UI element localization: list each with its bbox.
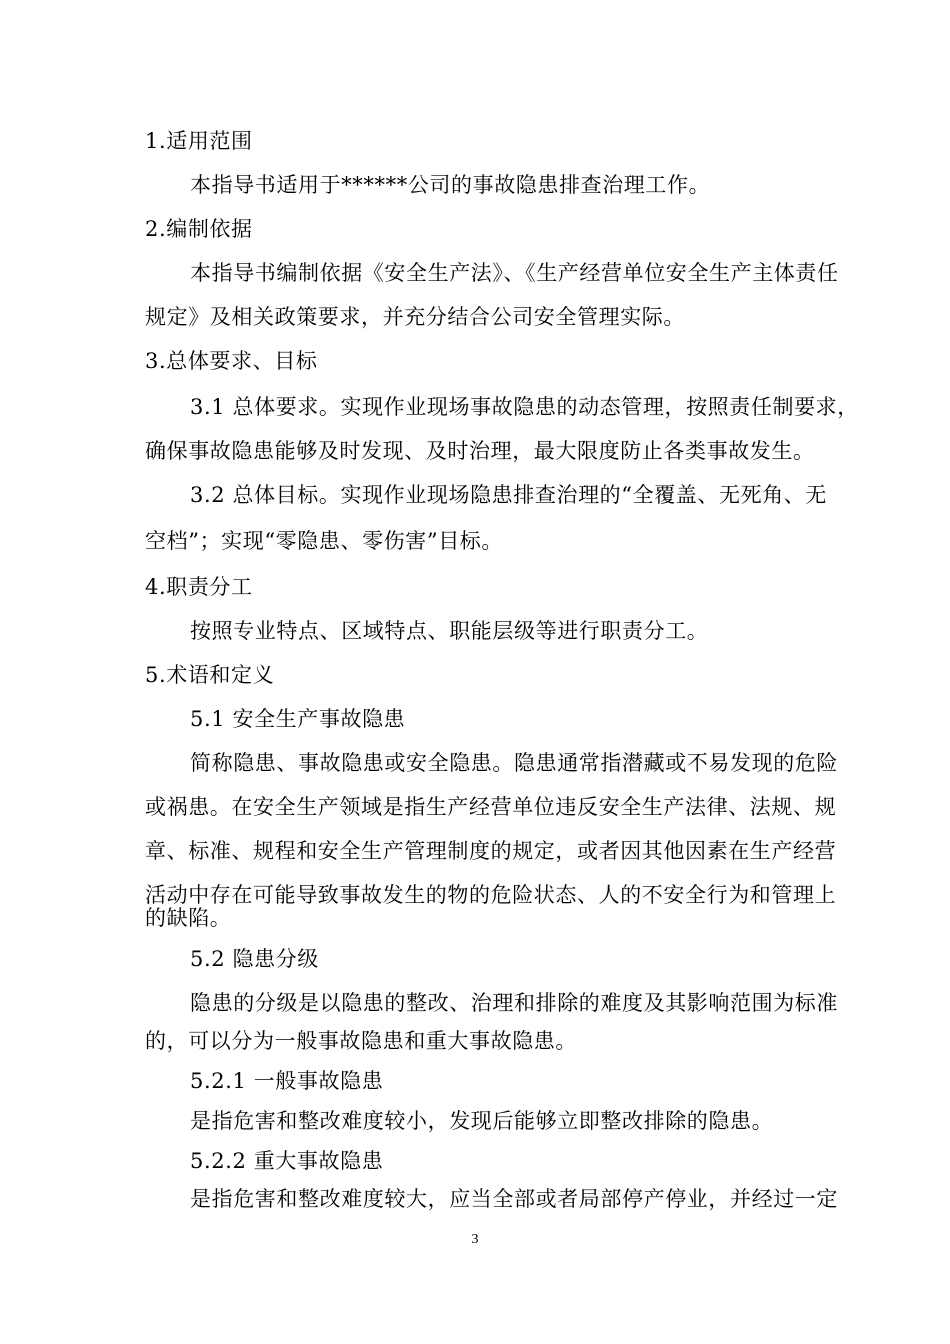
paragraph-line: 或祸患。在安全生产领域是指生产经营单位违反安全生产法律、法规、规 xyxy=(145,795,837,819)
section-heading: 5.术语和定义 xyxy=(145,663,275,687)
paragraph-line: 空档”；实现“零隐患、零伤害”目标。 xyxy=(145,529,504,553)
paragraph-line: 规定》及相关政策要求，并充分结合公司安全管理实际。 xyxy=(145,305,685,329)
section-heading: 2.编制依据 xyxy=(145,217,253,241)
paragraph-line: 章、标准、规程和安全生产管理制度的规定，或者因其他因素在生产经营 xyxy=(145,839,837,863)
subsection-heading: 5.2.1 一般事故隐患 xyxy=(190,1069,384,1093)
section-heading: 4.职责分工 xyxy=(145,575,253,599)
paragraph-line: 确保事故隐患能够及时发现、及时治理，最大限度防止各类事故发生。 xyxy=(145,439,815,463)
paragraph-line: 本指导书适用于******公司的事故隐患排查治理工作。 xyxy=(190,173,711,197)
paragraph-line: 按照专业特点、区域特点、职能层级等进行职责分工。 xyxy=(190,619,709,643)
paragraph-line: 是指危害和整改难度较大，应当全部或者局部停产停业，并经过一定 xyxy=(190,1187,838,1211)
paragraph-line: 3.1 总体要求。实现作业现场事故隐患的动态管理，按照责任制要求， xyxy=(190,395,859,419)
paragraph-line: 的，可以分为一般事故隐患和重大事故隐患。 xyxy=(145,1029,577,1053)
paragraph-line: 隐患的分级是以隐患的整改、治理和排除的难度及其影响范围为标准 xyxy=(190,991,838,1015)
subsection-heading: 5.2 隐患分级 xyxy=(190,947,319,971)
section-heading: 1.适用范围 xyxy=(145,129,253,153)
paragraph-line: 3.2 总体目标。实现作业现场隐患排查治理的“全覆盖、无死角、无 xyxy=(190,483,828,507)
paragraph-line: 的缺陷。 xyxy=(145,906,232,930)
paragraph-line: 本指导书编制依据《安全生产法》、《生产经营单位安全生产主体责任 xyxy=(190,261,839,285)
paragraph-line: 是指危害和整改难度较小，发现后能够立即整改排除的隐患。 xyxy=(190,1109,774,1133)
section-heading: 3.总体要求、目标 xyxy=(145,349,318,373)
paragraph-line: 简称隐患、事故隐患或安全隐患。隐患通常指潜藏或不易发现的危险 xyxy=(190,751,838,775)
subsection-heading: 5.2.2 重大事故隐患 xyxy=(190,1149,384,1173)
page-number: 3 xyxy=(471,1232,479,1247)
paragraph-line: 活动中存在可能导致事故发生的物的危险状态、人的不安全行为和管理上 xyxy=(145,883,837,907)
subsection-heading: 5.1 安全生产事故隐患 xyxy=(190,707,406,731)
